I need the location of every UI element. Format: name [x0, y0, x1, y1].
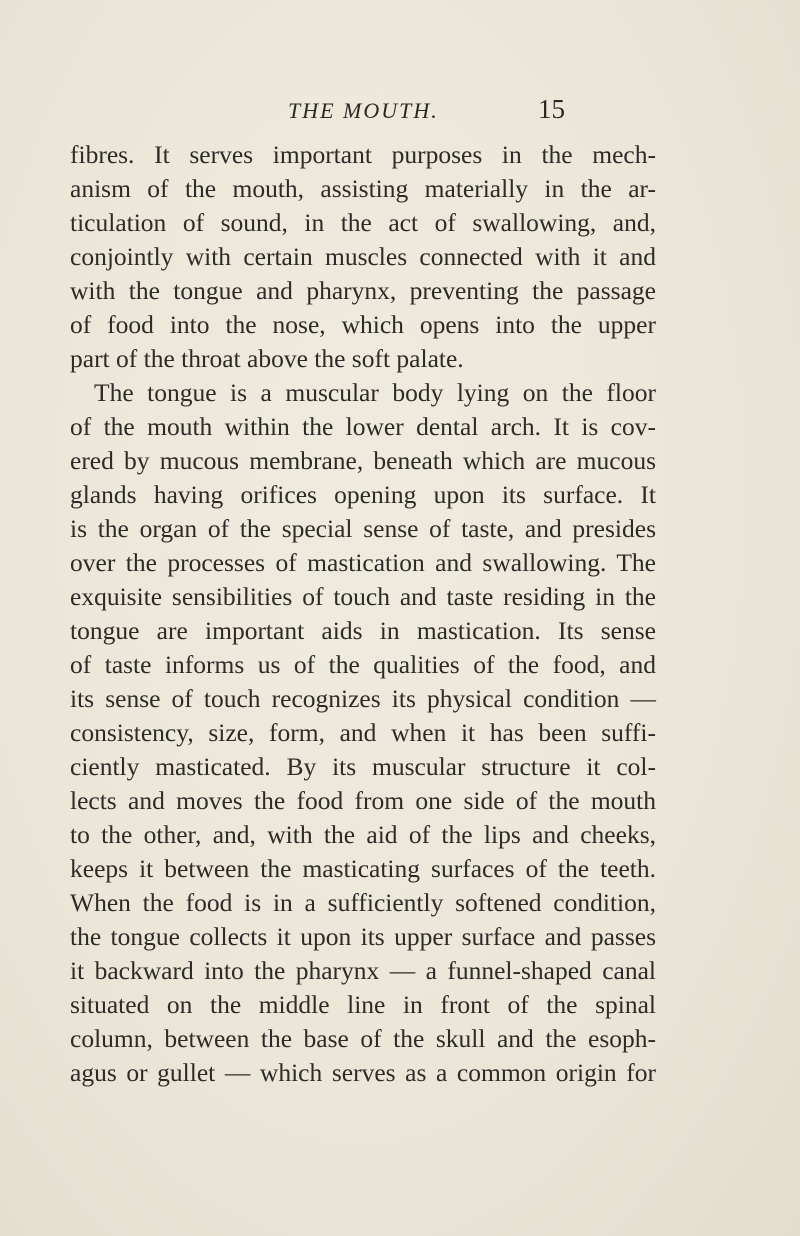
text-line: the tongue collects it upon its upper surface and passes — [70, 922, 656, 951]
text-line: it backward into the pharynx — a funnel-shaped canal — [70, 956, 656, 985]
text-line: of food into the nose, which opens into the upper — [70, 310, 656, 339]
text-line: ciently masticated. By its muscular structure it col- — [70, 752, 656, 781]
text-line: lects and moves the food from one side of the mouth — [70, 786, 656, 815]
text-line: to the other, and, with the aid of the lips and cheeks, — [70, 820, 656, 849]
text-line: situated on the middle line in front of the spinal — [70, 990, 656, 1019]
text-line: of the mouth within the lower dental arch. It is cov- — [70, 412, 656, 441]
text-line: agus or gullet — which serves as a common origin for — [70, 1058, 656, 1087]
text-line: ered by mucous membrane, beneath which are mucous — [70, 446, 656, 475]
text-line: over the processes of mastication and swallowing. The — [70, 548, 656, 577]
text-line: of taste informs us of the qualities of the food, and — [70, 650, 656, 679]
text-line: with the tongue and pharynx, preventing the passage — [70, 276, 656, 305]
text-line: ticulation of sound, in the act of swallowing, and, — [70, 208, 656, 237]
chapter-title: THE MOUTH. — [288, 98, 439, 123]
text-line: When the food is in a sufficiently softened condition, — [70, 888, 656, 917]
running-head — [278, 94, 678, 138]
text-line: conjointly with certain muscles connected with it and — [70, 242, 656, 271]
text-line: exquisite sensibilities of touch and taste residing in the — [70, 582, 656, 611]
text-line: glands having orifices opening upon its surface. It — [70, 480, 656, 509]
body-text — [0, 138, 800, 1087]
text-line: consistency, size, form, and when it has been suffi- — [70, 718, 656, 747]
text-line: is the organ of the special sense of taste, and presides — [70, 514, 656, 543]
text-line: anism of the mouth, assisting materially in the ar- — [70, 174, 656, 203]
text-line: its sense of touch recognizes its physical condition — — [70, 684, 656, 713]
page-number: 15 — [538, 94, 565, 124]
text-line: The tongue is a muscular body lying on the floor — [94, 378, 656, 407]
text-line: column, between the base of the skull and the esoph- — [70, 1024, 656, 1053]
text-line: part of the throat above the soft palate. — [70, 344, 464, 373]
text-line: fibres. It serves important purposes in the mech- — [70, 140, 656, 169]
text-line: tongue are important aids in mastication. Its sense — [70, 616, 656, 645]
text-line: keeps it between the masticating surfaces of the teeth. — [70, 854, 656, 883]
